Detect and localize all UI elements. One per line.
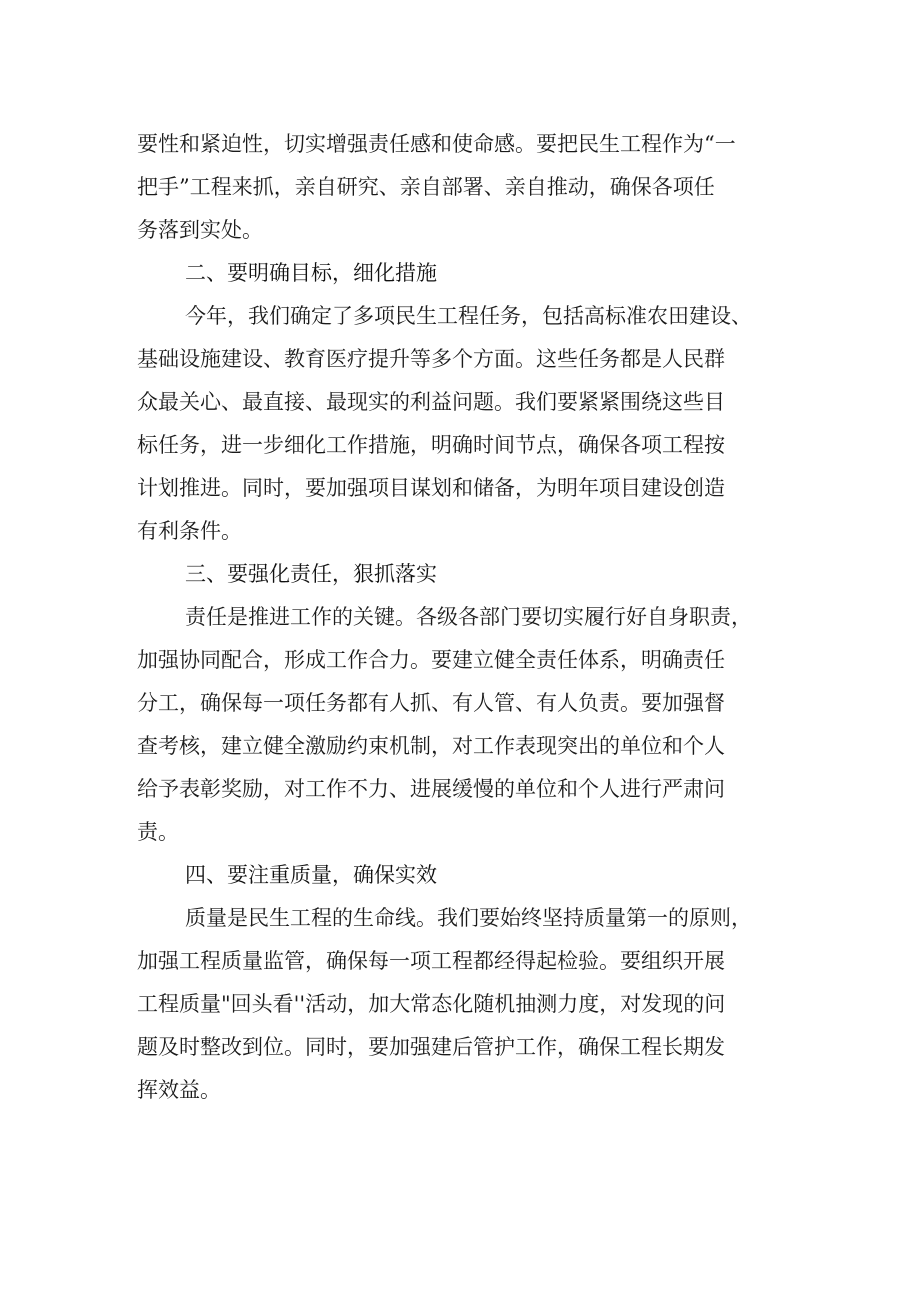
text-line: 加强协同配合，形成工作合力。要建立健全责任体系，明确责任 (137, 648, 725, 672)
paragraph-continued (137, 123, 787, 252)
text-line: 挥效益。 (137, 1078, 221, 1102)
paragraph-section-2 (137, 295, 787, 553)
text-line: 题及时整改到位。同时，要加强建后管护工作，确保工程长期发 (137, 1035, 725, 1059)
text-line: 有利条件。 (137, 519, 242, 543)
paragraph-section-3 (137, 596, 787, 854)
text-line: 责任是推进工作的关键。各级各部门要切实履行好自身职责， (185, 605, 752, 629)
text-line: 要性和紧迫性，切实增强责任感和使命感。要把民生工程作为“一 (137, 132, 736, 156)
text-line: 众最关心、最直接、最现实的利益问题。我们要紧紧围绕这些目 (137, 390, 725, 414)
text-line: 务落到实处。 (137, 218, 263, 242)
text-line: 加强工程质量监管，确保每一项工程都经得起检验。要组织开展 (137, 949, 725, 973)
section-heading-4: 四、要注重质量，确保实效 (185, 863, 437, 887)
section-heading-2: 二、要明确目标，细化措施 (185, 261, 437, 285)
section-heading-3: 三、要强化责任，狠抓落实 (185, 562, 437, 586)
text-line: 工程质量"回头看''活动，加大常态化随机抽测力度，对发现的问 (137, 992, 726, 1016)
text-line: 标任务，进一步细化工作措施，明确时间节点，确保各项工程按 (137, 433, 725, 457)
paragraph-section-4 (137, 897, 787, 1112)
text-line: 质量是民生工程的生命线。我们要始终坚持质量第一的原则， (185, 906, 752, 930)
text-line: 给予表彰奖励，对工作不力、进展缓慢的单位和个人进行严肃问 (137, 777, 725, 801)
text-line: 计划推进。同时，要加强项目谋划和储备，为明年项目建设创造 (137, 476, 725, 500)
text-line: 今年，我们确定了多项民生工程任务，包括高标准农田建设、 (185, 304, 752, 328)
text-line: 责。 (137, 820, 179, 844)
text-line: 查考核，建立健全激励约束机制，对工作表现突出的单位和个人 (137, 734, 725, 758)
text-line: 基础设施建设、教育医疗提升等多个方面。这些任务都是人民群 (137, 347, 725, 371)
document-body (137, 123, 787, 1112)
text-line: 分工，确保每一项任务都有人抓、有人管、有人负责。要加强督 (137, 691, 725, 715)
text-line: 把手”工程来抓，亲自研究、亲自部署、亲自推动，确保各项任 (137, 175, 715, 199)
